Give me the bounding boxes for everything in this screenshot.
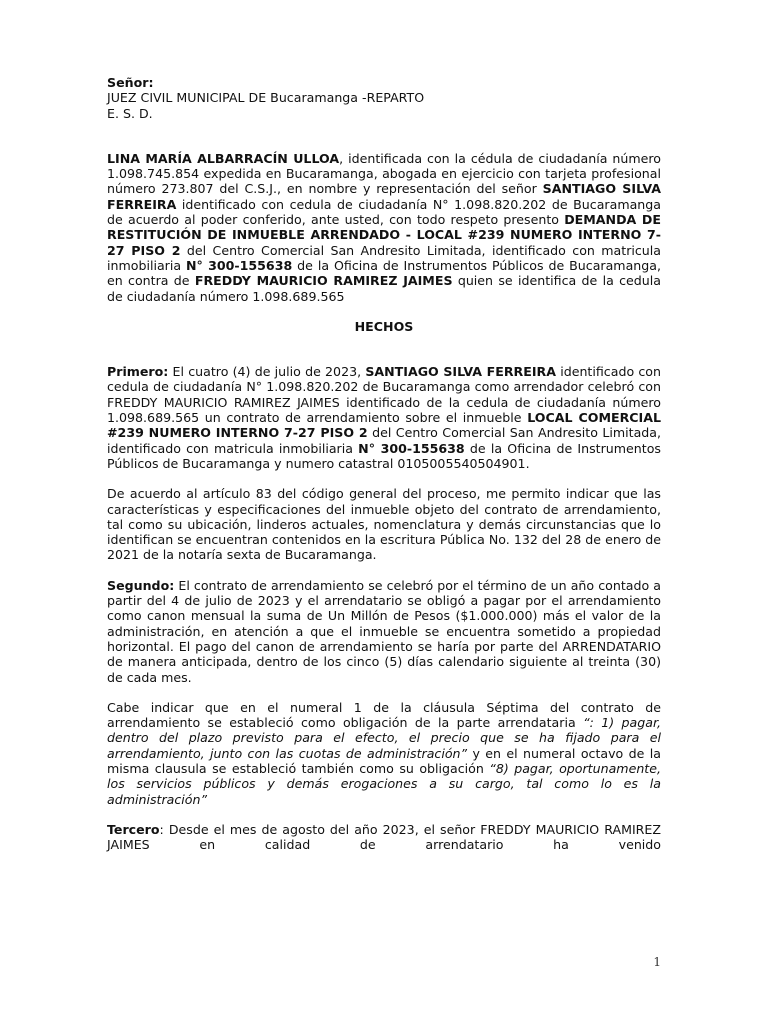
primero-bold-2: LOCAL COMERCIAL #239 NUMERO INTERNO 7-27 PISO 2 [107, 410, 661, 441]
primero-bold-3: N° 300-155638 [358, 440, 465, 456]
segundo-text: El contrato de arrendamiento se celebró por el término de un año contado a partir del 4 de julio de 2023 y el arrendatario se obligó a pagar por el arrendamiento como canon mensual la suma de Un Millón de Pesos ($1.000.000) más el valor de la administración, en atención a que el inmueble se encuentra sometido a propiedad horizontal. El pago del canon de arrendamiento se haría por parte del ARRENDATARIO de manera anticipada, dentro de los cinco (5) días calendario siguiente al treinta (30) de cada mes. [107, 577, 661, 685]
salutation: Señor: [107, 75, 154, 90]
primero-paragraph [107, 364, 661, 471]
esd-line: E. S. D. [107, 105, 153, 121]
primero-label: Primero: [107, 364, 169, 380]
intro-text-4: de la Oficina de Instrumentos Públicos de Bucaramanga, en contra de [107, 257, 661, 289]
primero-text-2: identificado con cedula de ciudadanía N° 1.098.820.202 de Bucaramanga como arrendador celebró con FREDDY MAURICIO RAMIREZ JAIMES identificado de la cedula de ciudadanía número 1.098.689.565 un contrato de arrendamiento sobre el inmueble [107, 364, 661, 426]
addressee-block [107, 75, 661, 121]
attorney-name: LINA MARÍA ALBARRACÍN ULLOA [107, 150, 340, 166]
cabe-text-2: y en el numeral octavo de la misma clausula se estableció también como su obligación [107, 745, 661, 776]
matricula: N° 300-155638 [185, 257, 293, 273]
intro-text-3: del Centro Comercial San Andresito Limitada, identificado con matricula inmobiliaria [107, 242, 661, 273]
document-page [107, 75, 661, 852]
tercero-text: : Desde el mes de agosto del año 2023, el señor FREDDY MAURICIO RAMIREZ JAIMES en calidad de arrendatario ha venido [107, 821, 661, 853]
primero-bold-1: SANTIAGO SILVA FERREIRA [365, 364, 556, 380]
addressee-line: JUEZ CIVIL MUNICIPAL DE Bucaramanga -REPARTO [107, 90, 425, 106]
intro-text-2: identificado con cedula de ciudadanía N° 1.098.820.202 de Bucaramanga de acuerdo al poder conferido, ante usted, con todo respeto presento [107, 196, 661, 228]
cabe-quote-1: “: 1) pagar, dentro del plazo previsto para el efecto, el precio que se ha fijado para el arrendamiento, junto con las cuotas de administración” [107, 715, 661, 761]
cabe-paragraph [107, 700, 661, 807]
cabe-quote-2: “8) pagar, oportunamente, los servicios públicos y demás erogaciones a su cargo, tal como lo es la administración” [107, 760, 661, 807]
intro-text-1: , identificada con la cédula de ciudadanía número 1.098.745.854 expedida en Bucaramanga, abogada en ejercicio con tarjeta profesional número 273.807 del C.S.J., en nombre y representación del señor [107, 150, 661, 197]
tercero-label: Tercero [107, 821, 160, 837]
tercero-paragraph [107, 822, 661, 853]
defendant-name: FREDDY MAURICIO RAMIREZ JAIMES [194, 273, 453, 289]
segundo-label: Segundo: [107, 577, 175, 593]
primero-text-1: El cuatro (4) de julio de 2023, [168, 364, 366, 380]
demand-title: DEMANDA DE RESTITUCIÓN DE INMUEBLE ARRENDADO - LOCAL #239 NUMERO INTERNO 7-27 PISO 2 [107, 212, 661, 258]
intro-paragraph [107, 151, 661, 304]
cabe-text-1: Cabe indicar que en el numeral 1 de la cláusula Séptima del contrato de arrendamiento se estableció como obligación de la parte arrendataria [107, 699, 661, 731]
page-number: 1 [653, 955, 661, 969]
acuerdo-paragraph: De acuerdo al artículo 83 del código general del proceso, me permito indicar que las características y especificaciones del inmueble objeto del contrato de arrendamiento, tal como su ubicación, linderos actuales, nomenclatura y demás circunstancias que lo identifican se encuentran contenidos en la escritura Pública No. 132 del 28 de enero de 2021 de la notaría sexta de Bucaramanga. [107, 486, 661, 563]
primero-text-4: de la Oficina de Instrumentos Públicos de Bucaramanga y numero catastral 0105005540504901. [107, 440, 661, 471]
intro-text-5: quien se identifica de la cedula de ciudadanía número 1.098.689.565 [107, 273, 661, 304]
segundo-paragraph [107, 578, 661, 685]
client-name: SANTIAGO SILVA FERREIRA [107, 181, 661, 212]
primero-text-3: del Centro Comercial San Andresito Limitada, identificado con matricula inmobiliaria [107, 425, 661, 456]
section-title: HECHOS [354, 318, 414, 334]
